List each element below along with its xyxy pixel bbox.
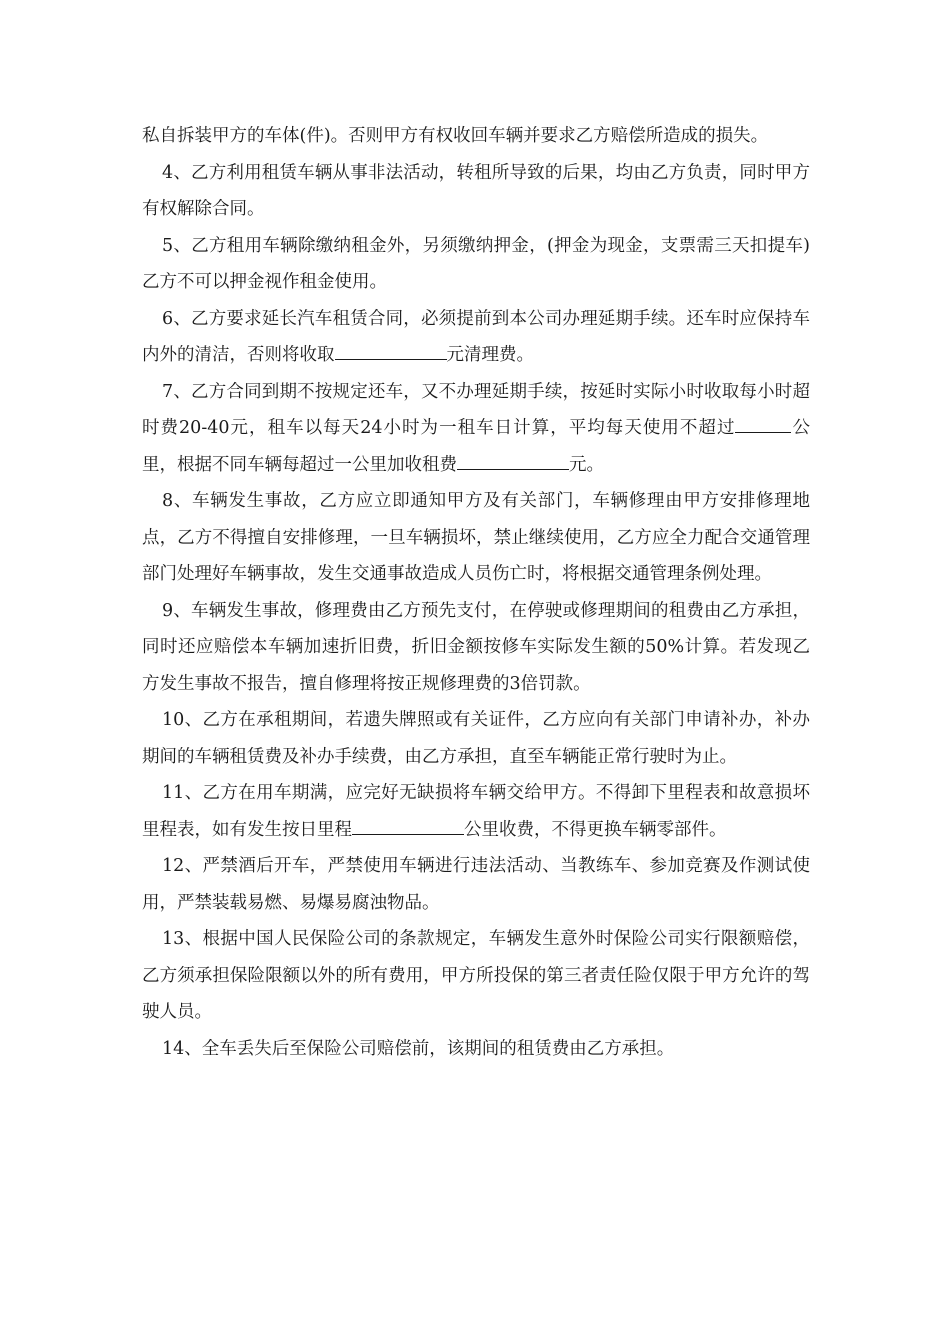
paragraph-text: 4、乙方利用租赁车辆从事非法活动，转租所导致的后果，均由乙方负责，同时甲方有权解除合同。 (142, 162, 810, 219)
clause-14 (142, 1031, 810, 1068)
paragraph-text: 私自拆装甲方的车体(件)。否则甲方有权收回车辆并要求乙方赔偿所造成的损失。 (142, 126, 769, 146)
paragraph-text: 公里收费，不得更换车辆零部件。 (464, 819, 727, 840)
fill-in-blank-daily-km (735, 412, 791, 433)
clause-8 (142, 483, 810, 593)
clause-9 (142, 593, 810, 703)
paragraph-text: 13、根据中国人民保险公司的条款规定，车辆发生意外时保险公司实行限额赔偿，乙方须承担保险限额以外的所有费用，甲方所投保的第三者责任险仅限于甲方允许的驾驶人员。 (142, 929, 810, 1022)
paragraph-text: 元。 (569, 454, 604, 475)
paragraph-text: 6、乙方要求延长汽车租赁合同，必须提前到本公司办理延期手续。还车时应保持车内外的清洁，否则将收取 (142, 308, 810, 365)
fill-in-blank-extra-fee (457, 449, 569, 470)
clause-11 (142, 775, 810, 848)
paragraph-text: 5、乙方租用车辆除缴纳租金外，另须缴纳押金，(押金为现金，支票需三天扣提车)乙方不可以押金视作租金使用。 (142, 235, 810, 292)
paragraph-text: 7、乙方合同到期不按规定还车，又不办理延期手续，按延时实际小时收取每小时超时费20-40元，租车以每天24小时为一租车日计算，平均每天使用不超过 (142, 381, 810, 438)
clause-4 (142, 155, 810, 228)
paragraph-text: 10、乙方在承租期间，若遗失牌照或有关证件，乙方应向有关部门申请补办，补办期间的车辆租赁费及补办手续费，由乙方承担，直至车辆能正常行驶时为止。 (142, 710, 810, 767)
clause-10 (142, 702, 810, 775)
clause-6 (142, 301, 810, 374)
clause-5 (142, 228, 810, 301)
paragraph-text: 8、车辆发生事故，乙方应立即通知甲方及有关部门，车辆修理由甲方安排修理地点，乙方不得擅自安排修理，一旦车辆损坏，禁止继续使用，乙方应全力配合交通管理部门处理好车辆事故，发生交通事故造成人员伤亡时，将根据交通管理条例处理。 (142, 491, 810, 584)
paragraph-text: 公里，根据不同车辆每超过一公里加收租费 (142, 418, 811, 475)
paragraph-text: 元清理费。 (446, 345, 534, 365)
contract-body (142, 118, 810, 1067)
paragraph-text: 12、严禁酒后开车，严禁使用车辆进行违法活动、当教练车、参加竞赛及作测试使用，严禁装载易燃、易爆易腐浊物品。 (142, 856, 810, 913)
clause-7 (142, 374, 810, 484)
fill-in-blank-cleaning-fee (335, 339, 447, 360)
paragraph-text: 14、全车丢失后至保险公司赔偿前，该期间的租赁费由乙方承担。 (162, 1038, 675, 1059)
paragraph-3-continued (142, 118, 810, 155)
paragraph-text: 9、车辆发生事故，修理费由乙方预先支付，在停驶或修理期间的租费由乙方承担，同时还应赔偿本车辆加速折旧费，折旧金额按修车实际发生额的50%计算。若发现乙方发生事故不报告，擅自修理将按正规修理费的3倍罚款。 (142, 600, 810, 694)
clause-12 (142, 848, 810, 921)
paragraph-text: 11、乙方在用车期满，应完好无缺损将车辆交给甲方。不得卸下里程表和故意损坏里程表，如有发生按日里程 (142, 783, 810, 840)
fill-in-blank-daily-mileage (352, 814, 464, 835)
clause-13 (142, 921, 810, 1031)
